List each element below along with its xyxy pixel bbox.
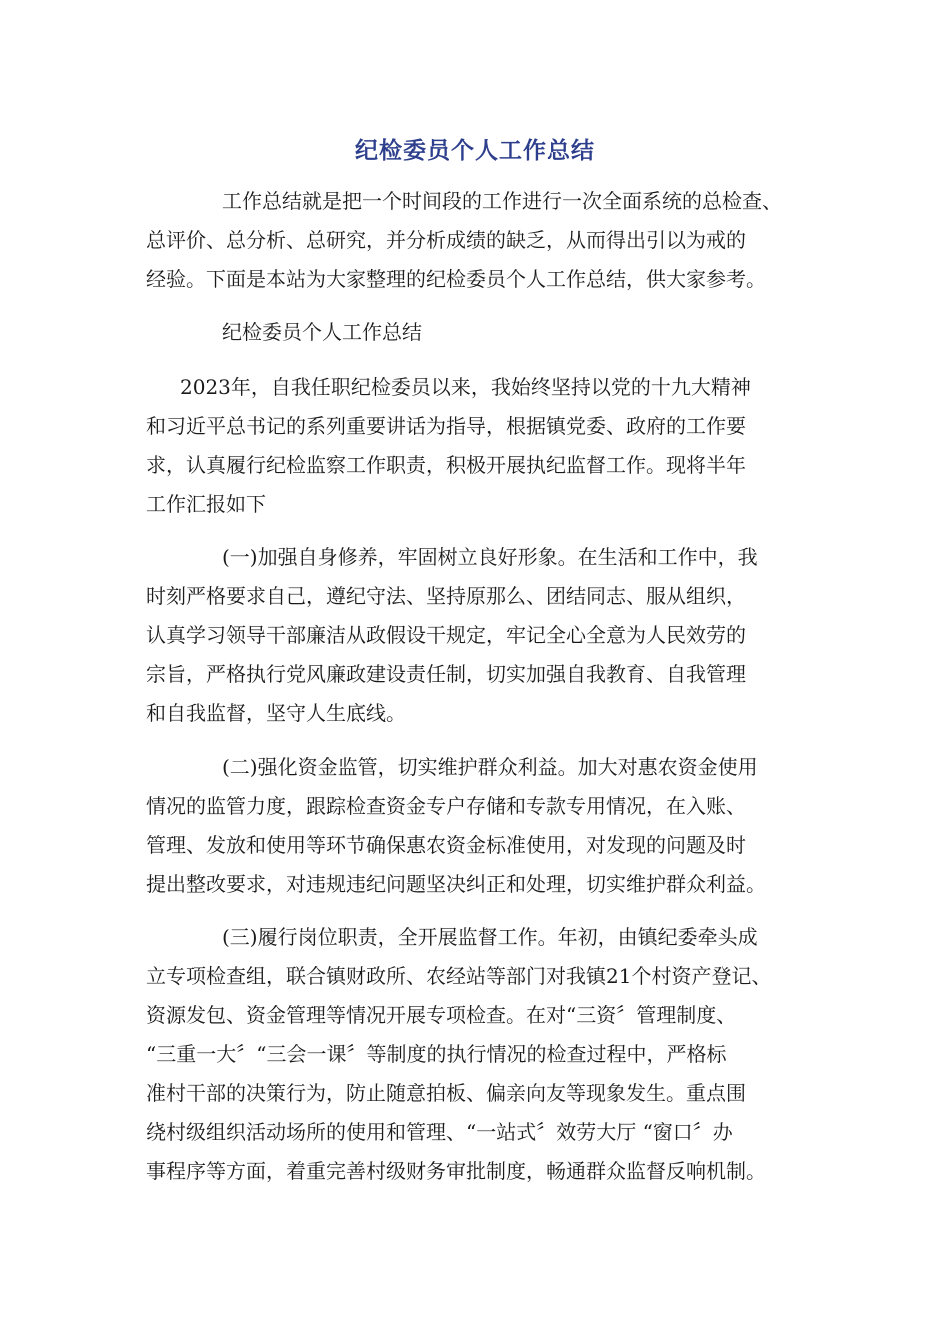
body-paragraph xyxy=(146,918,818,1191)
text-line: (一)加强自身修养，牢固树立良好形象。在生活和工作中，我 xyxy=(222,545,758,569)
text-line: 宗旨，严格执行党风廉政建设责任制，切实加强自我教育、自我管理 xyxy=(146,662,746,686)
text-line: 时刻严格要求自己，遵纪守法、坚持原那么、团结同志、服从组织， xyxy=(146,584,746,608)
section-subtitle xyxy=(146,313,818,352)
text-line: 工作汇报如下 xyxy=(146,492,266,516)
text-line: (三)履行岗位职责，全开展监督工作。年初，由镇纪委牵头成 xyxy=(222,925,758,949)
text-line: 和自我监督，坚守人生底线。 xyxy=(146,701,406,725)
text-line: 纪检委员个人工作总结 xyxy=(222,320,422,344)
text-line: 经验。下面是本站为大家整理的纪检委员个人工作总结，供大家参考。 xyxy=(146,267,766,291)
text-line: “三重一大〞“三会一课〞等制度的执行情况的检查过程中，严格标 xyxy=(146,1042,727,1066)
text-line: 绕村级组织活动场所的使用和管理、“一站式〞效劳大厅 “窗口〞办 xyxy=(146,1120,733,1144)
intro-paragraph xyxy=(146,182,818,299)
text-line: 立专项检查组，联合镇财政所、农经站等部门对我镇21个村资产登记、 xyxy=(146,964,772,988)
text-line: 资源发包、资金管理等情况开展专项检查。在对“三资〞管理制度、 xyxy=(146,1003,737,1027)
body-paragraph xyxy=(146,368,818,524)
text-line: (二)强化资金监管，切实维护群众利益。加大对惠农资金使用 xyxy=(222,755,758,779)
text-line: 认真学习领导干部廉洁从政假设干规定，牢记全心全意为人民效劳的 xyxy=(146,623,746,647)
text-line: 工作总结就是把一个时间段的工作进行一次全面系统的总检查、 xyxy=(222,189,782,213)
text-line: 2023年，自我任职纪检委员以来，我始终坚持以党的十九大精神 xyxy=(180,375,751,399)
text-line: 总评价、总分析、总研究，并分析成绩的缺乏，从而得出引以为戒的 xyxy=(146,228,746,252)
text-line: 管理、发放和使用等环节确保惠农资金标准使用，对发现的问题及时 xyxy=(146,833,746,857)
text-line: 情况的监管力度，跟踪检查资金专户存储和专款专用情况，在入账、 xyxy=(146,794,746,818)
document-title: 纪检委员个人工作总结 xyxy=(355,138,595,164)
body-paragraph xyxy=(146,538,818,733)
text-line: 准村干部的决策行为，防止随意拍板、偏亲向友等现象发生。重点围 xyxy=(146,1081,746,1105)
text-line: 求，认真履行纪检监察工作职责，积极开展执纪监督工作。现将半年 xyxy=(146,453,746,477)
text-line: 事程序等方面，着重完善村级财务审批制度，畅通群众监督反响机制。 xyxy=(146,1159,766,1183)
text-line: 和习近平总书记的系列重要讲话为指导，根据镇党委、政府的工作要 xyxy=(146,414,746,438)
text-line: 提出整改要求，对违规违纪问题坚决纠正和处理，切实维护群众利益。 xyxy=(146,872,766,896)
body-paragraph xyxy=(146,748,818,904)
